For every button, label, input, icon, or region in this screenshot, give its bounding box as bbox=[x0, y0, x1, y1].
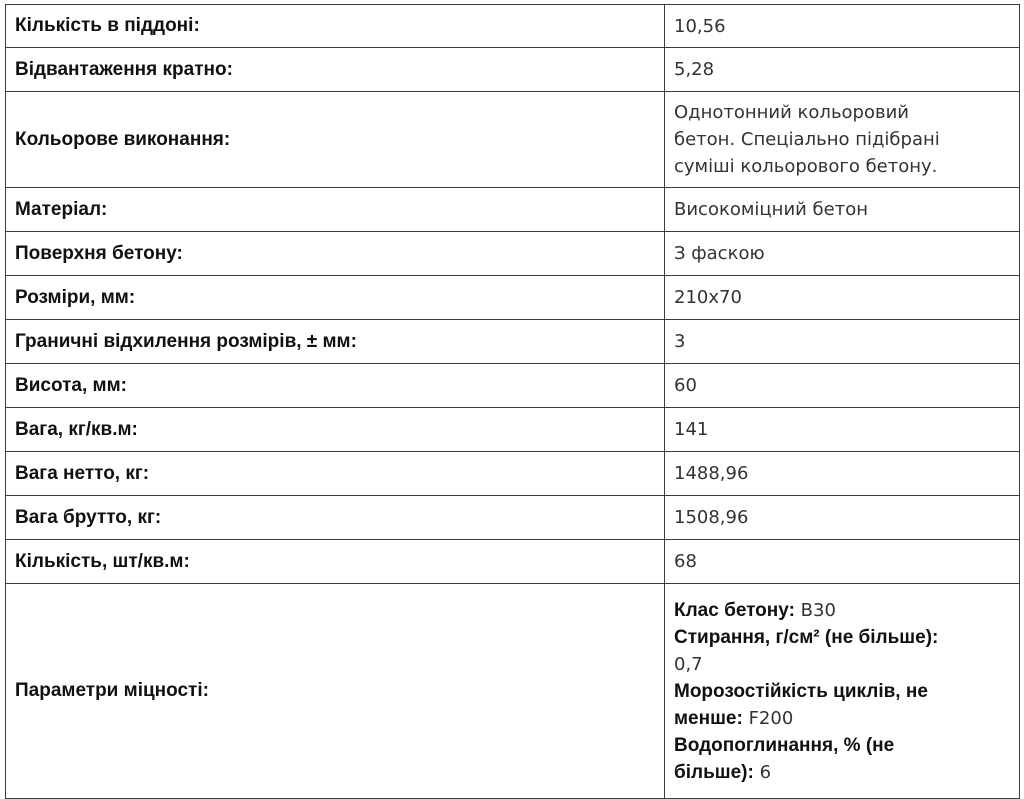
frost-label: Морозостійкість циклів, не bbox=[674, 680, 928, 702]
table-row bbox=[6, 5, 1020, 48]
frost-value: F200 bbox=[748, 707, 794, 729]
spec-label: Розміри, мм: bbox=[6, 276, 665, 320]
abrasion-value: 0,7 bbox=[674, 653, 703, 675]
table-row bbox=[6, 452, 1020, 496]
spec-label: Граничні відхилення розмірів, ± мм: bbox=[6, 320, 665, 364]
strength-parameters bbox=[665, 584, 1020, 799]
spec-label: Відвантаження кратно: bbox=[6, 48, 665, 92]
spec-value: 68 bbox=[665, 540, 1020, 584]
spec-value: 141 bbox=[665, 408, 1020, 452]
spec-value-multiline bbox=[665, 92, 1020, 188]
table-row bbox=[6, 48, 1020, 92]
table-row bbox=[6, 320, 1020, 364]
concrete-class-value: В30 bbox=[800, 599, 836, 621]
spec-label: Параметри міцності: bbox=[6, 584, 665, 799]
spec-value: 1488,96 bbox=[665, 452, 1020, 496]
spec-value: З фаскою bbox=[665, 232, 1020, 276]
spec-value: 5,28 bbox=[665, 48, 1020, 92]
frost-label-line bbox=[674, 678, 1011, 705]
table-row bbox=[6, 408, 1020, 452]
spec-label: Вага брутто, кг: bbox=[6, 496, 665, 540]
water-absorption-label: Водопоглинання, % (не bbox=[674, 734, 895, 756]
spec-value: Високоміцний бетон bbox=[665, 188, 1020, 232]
frost-value-line bbox=[674, 705, 1011, 732]
table-row bbox=[6, 584, 1020, 799]
table-row bbox=[6, 540, 1020, 584]
spec-label: Кількість, шт/кв.м: bbox=[6, 540, 665, 584]
frost-label-end: менше: bbox=[674, 707, 743, 729]
abrasion-label-line bbox=[674, 624, 1011, 651]
concrete-class-line bbox=[674, 597, 1011, 624]
spec-value: 210х70 bbox=[665, 276, 1020, 320]
spec-label: Кількість в піддоні: bbox=[6, 5, 665, 48]
concrete-class-label: Клас бетону: bbox=[674, 599, 795, 621]
water-label-line bbox=[674, 732, 1011, 759]
table-row bbox=[6, 188, 1020, 232]
table-row bbox=[6, 92, 1020, 188]
spec-value: 1508,96 bbox=[665, 496, 1020, 540]
water-absorption-value: 6 bbox=[759, 761, 772, 783]
spec-label: Поверхня бетону: bbox=[6, 232, 665, 276]
spec-value: 60 bbox=[665, 364, 1020, 408]
water-absorption-label-end: більше): bbox=[674, 761, 754, 783]
spec-label: Вага, кг/кв.м: bbox=[6, 408, 665, 452]
spec-label: Кольорове виконання: bbox=[6, 92, 665, 188]
spec-value-line: суміші кольорового бетону. bbox=[674, 156, 938, 177]
spec-label: Матеріал: bbox=[6, 188, 665, 232]
spec-value: 10,56 bbox=[665, 5, 1020, 48]
abrasion-label: Стирання, г/см² (не більше): bbox=[674, 626, 939, 648]
spec-value-line: бетон. Спеціально підібрані bbox=[674, 129, 940, 150]
spec-label: Вага нетто, кг: bbox=[6, 452, 665, 496]
spec-label: Висота, мм: bbox=[6, 364, 665, 408]
table-row bbox=[6, 364, 1020, 408]
water-value-line bbox=[674, 759, 1011, 786]
spec-value-line: Однотонний кольоровий bbox=[674, 102, 910, 123]
spec-value: 3 bbox=[665, 320, 1020, 364]
table-row bbox=[6, 276, 1020, 320]
table-row bbox=[6, 496, 1020, 540]
table-row bbox=[6, 232, 1020, 276]
product-spec-table bbox=[5, 4, 1020, 799]
